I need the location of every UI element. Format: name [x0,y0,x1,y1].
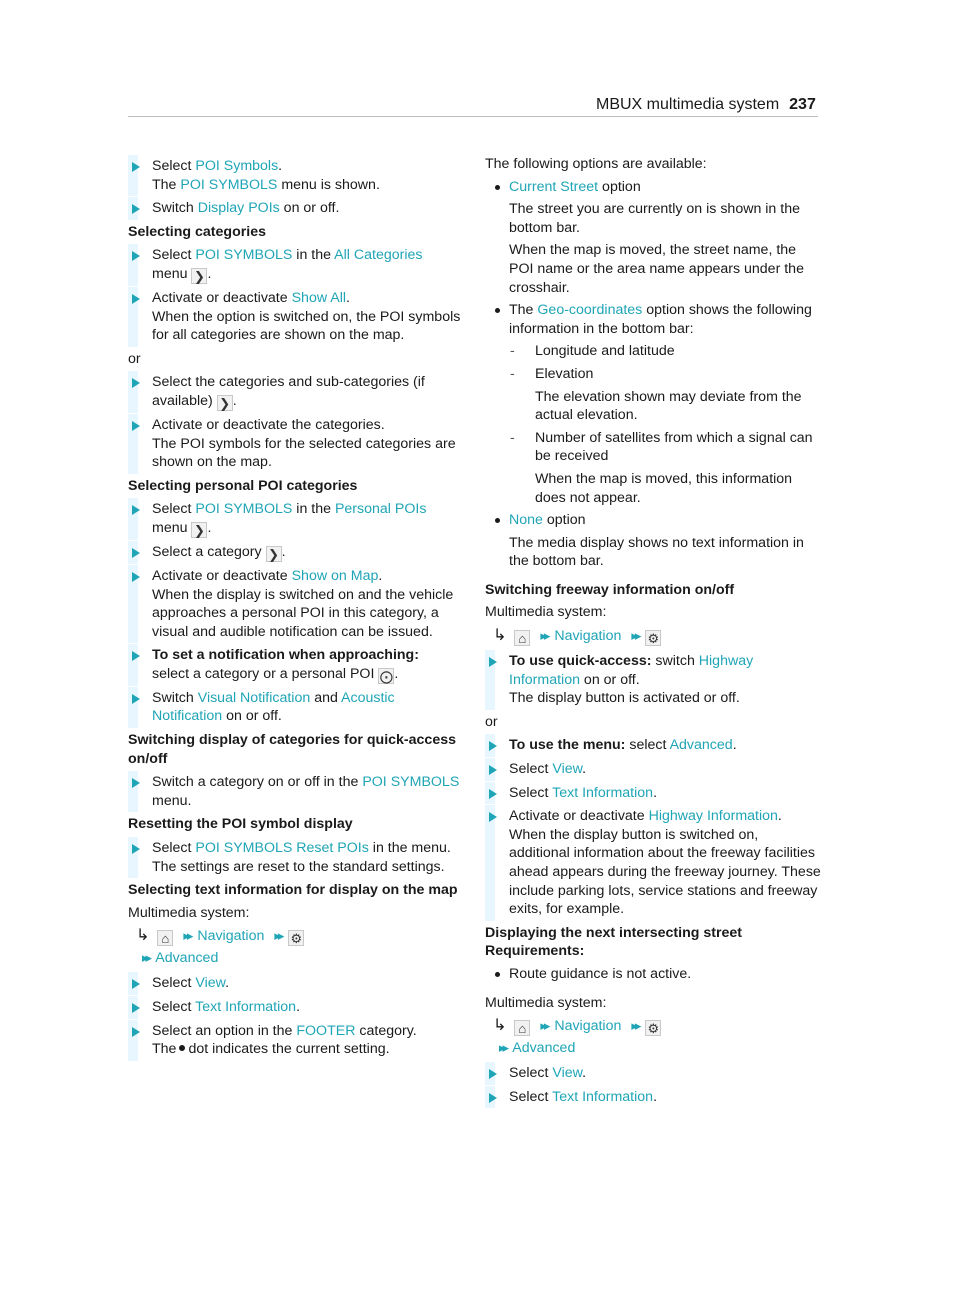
step: Select View. [128,974,464,993]
menu-item-link[interactable]: View [195,975,226,992]
step-arrow-icon [132,378,140,388]
step-arrow-icon [132,844,140,854]
step-arrow-icon [132,651,140,661]
path-hook-icon: ↳ [493,627,507,645]
home-icon: ⌂ [514,630,530,646]
or-text: or [485,713,498,730]
step: Select a category ❯ . [128,543,464,562]
step: Activate or deactivate the categories. The POI symbols for the selected categories are shown on the map. [128,416,464,472]
menu-path [485,625,821,647]
double-chevron-icon: ▸▸ [274,928,282,944]
step: To use quick-access: switch Highway Information on or off. The display button is activated or off. [485,652,821,708]
left-column [128,152,464,1064]
step-arrow-icon [132,421,140,431]
menu-item-link[interactable]: FOOTER [296,1022,356,1039]
section-heading: Selecting text information for display on the map [128,882,458,899]
poi-marker-icon: ⨀ [379,668,393,684]
step-arrow-icon [132,694,140,704]
gear-icon: ⚙ [288,930,304,946]
step-arrow-icon [132,204,140,214]
step-arrow-icon [132,294,140,304]
chevron-right-icon: ❯ [217,395,233,411]
step: Select Text Information. [485,784,821,803]
menu-item-link[interactable]: POI Symbols [195,158,279,174]
home-icon: ⌂ [514,1020,530,1036]
menu-item-link[interactable]: Show All [291,289,347,306]
or-text: or [128,350,141,367]
bullet-icon [495,972,500,977]
menu-item-link[interactable]: Personal POIs [334,501,427,518]
section-heading: Switching display of categories for quick-access on/off [128,732,456,767]
menu-path-label: Multimedia system: [485,994,607,1011]
page-header [596,96,816,114]
step-arrow-icon [132,162,140,172]
menu-item-link[interactable]: Show on Map [291,567,379,584]
bullet-icon [495,308,500,313]
step-arrow-icon [132,778,140,788]
step: Activate or deactivate Show All. When the option is switched on, the POI symbols for all categories are shown on the map. [128,289,464,345]
step: Select Text Information. [485,1088,821,1107]
path-hook-icon: ↳ [493,1017,507,1035]
step: Select View. [485,760,821,779]
section-heading: Resetting the POI symbol display [128,816,353,833]
menu-item-link[interactable]: Navigation [554,1018,622,1035]
step: Select Text Information. [128,998,464,1017]
step: Select POI SYMBOLS in the Personal POIs menu ❯ . [128,500,464,538]
step-arrow-icon [489,741,497,751]
menu-item-link[interactable]: Acoustic Notification [152,689,395,725]
step: Select an option in the FOOTER category. The dot indicates the current setting. [128,1022,464,1059]
double-chevron-icon: ▸▸ [540,1018,548,1034]
menu-item-link[interactable]: All Categories [334,247,423,264]
menu-item-link[interactable]: Advanced [669,737,733,754]
step-arrow-icon [132,505,140,515]
menu-item-link[interactable]: POI SYMBOLS [195,247,293,264]
menu-path-label: Multimedia system: [485,604,607,621]
section-heading: Switching freeway information on/off [485,581,735,598]
menu-item-link[interactable]: Text Information [195,999,297,1015]
menu-item-link[interactable]: Navigation [197,928,265,945]
menu-item-link[interactable]: POI SYMBOLS Reset POIs [195,840,369,857]
step-arrow-icon [489,1069,497,1079]
intro-text: The following options are available: [485,156,707,172]
list-item: Route guidance is not active. [485,965,821,984]
body-text: The media display shows no text information in the bottom bar. [509,534,804,570]
double-chevron-icon: ▸▸ [540,628,548,644]
menu-item-link[interactable]: Text Information [552,1088,654,1105]
step: Select View. [485,1064,821,1083]
step-arrow-icon [489,789,497,799]
step: Switch a category on or off in the POI SYMBOLS menu. [128,773,464,810]
selected-dot-icon [179,1045,185,1051]
step: To use the menu: select Advanced. [485,736,821,755]
step-arrow-icon [489,765,497,775]
menu-item-link[interactable]: Advanced [512,1040,576,1057]
menu-item-link[interactable]: Geo-coordinates [537,302,643,319]
menu-item-link[interactable]: Navigation [554,628,622,645]
chevron-right-icon: ❯ [191,268,207,284]
double-chevron-icon: ▸▸ [631,1018,639,1034]
step-arrow-icon [132,1027,140,1037]
sub-list-item: - Number of satellites from which a signal can be received [510,429,813,465]
step: Activate or deactivate Show on Map. When the display is switched on and the vehicle approaches a personal POI in this category, a visual and audible notification can be issued. [128,567,464,641]
home-icon: ⌂ [157,930,173,946]
body-text: When the map is moved, the street name, the POI name or the area name appears under the crosshair. [509,242,804,296]
menu-item-link[interactable]: Text Information [552,784,654,801]
gear-icon: ⚙ [645,630,661,646]
section-heading: Displaying the next intersecting street [485,924,743,941]
menu-item-link[interactable]: POI SYMBOLS [180,176,278,193]
sub-list-item: - Elevation [510,365,594,382]
step: Switch Visual Notification and Acoustic Notification on or off. [128,689,464,726]
menu-item-link[interactable]: POI SYMBOLS [195,501,293,518]
menu-path [128,925,464,969]
double-chevron-icon: ▸▸ [183,928,191,944]
menu-path-label: Multimedia system: [128,904,250,921]
menu-item-link[interactable]: View [552,1065,583,1082]
section-heading: Selecting personal POI categories [128,477,358,494]
step-arrow-icon [132,979,140,989]
menu-item-link[interactable]: Advanced [155,950,219,967]
menu-item-link[interactable]: None [509,512,543,529]
step-arrow-icon [132,572,140,582]
step: Select POI SYMBOLS in the All Categories menu ❯ . [128,246,464,284]
step-arrow-icon [489,657,497,667]
menu-item-link[interactable]: POI SYMBOLS [362,774,460,791]
menu-item-link[interactable]: View [552,761,583,778]
double-chevron-icon: ▸▸ [142,950,150,966]
step-arrow-icon [132,1003,140,1013]
step-arrow-icon [132,548,140,558]
section-heading: Selecting categories [128,223,266,240]
gear-icon: ⚙ [645,1020,661,1036]
step-arrow-icon [489,1093,497,1103]
chevron-right-icon: ❯ [191,522,207,538]
step: Activate or deactivate Highway Information. When the display button is switched on, additional information about the freeway facilities ahead appears during the freeway journey. These include parking lots, service stations and freeway exits, for example. [485,807,821,919]
step-arrow-icon [132,251,140,261]
bullet-icon [495,518,500,523]
page-number: 237 [789,96,816,113]
header-divider [128,116,818,117]
menu-item-link[interactable]: Display POIs [197,200,280,217]
step: Select POI Symbols. The POI SYMBOLS menu is shown. [128,157,464,194]
list-item: None option [485,511,821,530]
double-chevron-icon: ▸▸ [631,628,639,644]
step: To set a notification when approaching: select a category or a personal POI ⨀ . [128,646,464,684]
step-arrow-icon [489,812,497,822]
path-hook-icon: ↳ [136,927,150,945]
header-title: MBUX multimedia system [596,96,780,113]
chevron-right-icon: ❯ [266,546,282,562]
menu-item-link[interactable]: Current Street [509,178,599,195]
right-column [485,152,821,1111]
bullet-icon [495,185,500,190]
menu-item-link[interactable]: Visual Notification [197,689,311,706]
step: Switch Display POIs on or off. [128,199,464,218]
sub-list-item: - Longitude and latitude [510,343,675,360]
double-chevron-icon: ▸▸ [499,1040,507,1056]
requirements-label: Requirements: [485,943,585,960]
menu-path [485,1015,821,1059]
menu-item-link[interactable]: Highway Information [509,653,754,688]
body-text: The street you are currently on is shown in the bottom bar. [509,201,800,236]
step: Select the categories and sub-categories (if available) ❯ . [128,373,464,411]
step: Select POI SYMBOLS Reset POIs in the menu. The settings are reset to the standard settings. [128,839,464,876]
list-item: Current Street option [485,178,821,197]
menu-item-link[interactable]: Highway Information [648,808,778,825]
body-text: When the map is moved, this information does not appear. [535,470,793,506]
list-item: The Geo-coordinates option shows the following information in the bottom bar: [485,301,821,338]
body-text: The elevation shown may deviate from the actual elevation. [535,388,802,424]
